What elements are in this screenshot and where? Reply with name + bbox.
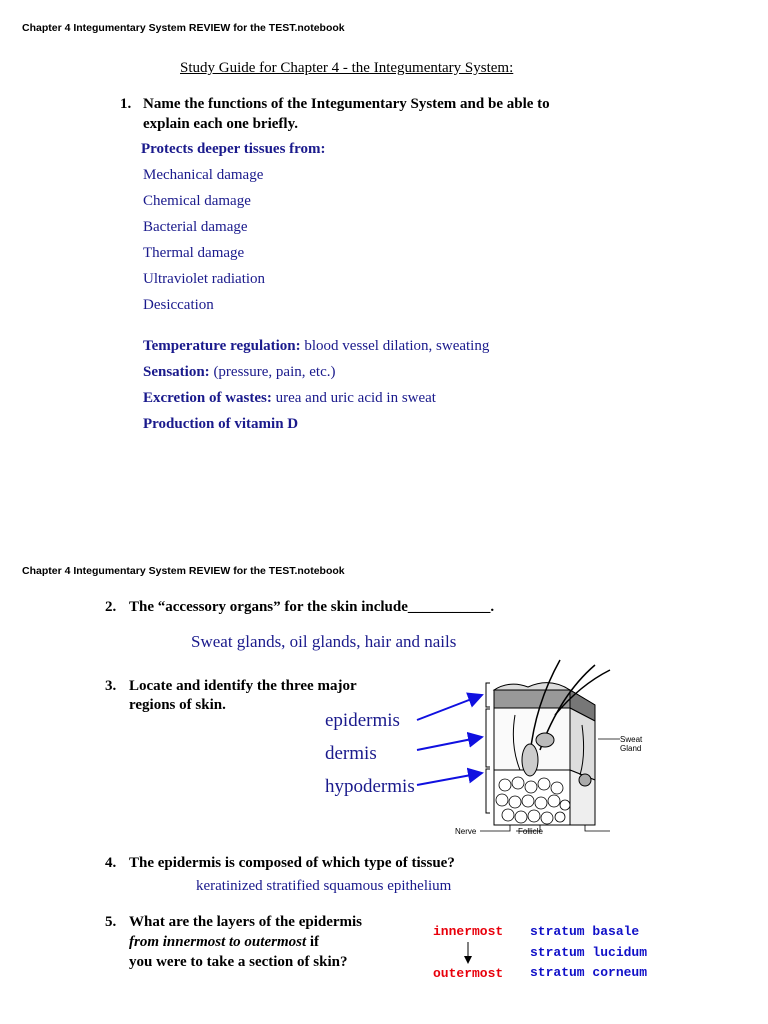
sweat-label: Sweat: [620, 735, 643, 744]
page-title: Study Guide for Chapter 4 - the Integumentary System:: [180, 60, 514, 76]
protect-item: Mechanical damage: [143, 167, 264, 183]
q1-line1: Name the functions of the Integumentary System and be able to: [143, 96, 550, 112]
region-brackets: [486, 683, 490, 813]
layer-lucidum: stratum lucidum: [530, 945, 648, 960]
q5-number: 5.: [105, 914, 117, 930]
nerve-label: Nerve: [455, 827, 477, 836]
q2-number: 2.: [105, 599, 117, 615]
innermost-label: innermost: [433, 924, 504, 939]
hypodermis-arrow: [417, 773, 482, 785]
excretion-label: Excretion of wastes:: [143, 390, 272, 406]
layer-corneum: stratum corneum: [530, 965, 648, 980]
label-hypodermis: hypodermis: [325, 776, 415, 797]
page-header: Chapter 4 Integumentary System REVIEW for the TEST.notebook: [22, 22, 345, 34]
q5-line1: What are the layers of the epidermis: [129, 914, 363, 930]
gland-label: Gland: [620, 744, 642, 753]
excretion-text: urea and uric acid in sweat: [271, 390, 436, 406]
q1-number: 1.: [120, 96, 132, 112]
protect-item: Desiccation: [143, 297, 214, 313]
skin-diagram: [410, 655, 660, 845]
q1-line2: explain each one briefly.: [143, 116, 298, 132]
temp-text: blood vessel dilation, sweating: [300, 338, 490, 354]
follicle-label: Follicle: [518, 827, 543, 836]
outermost-label: outermost: [433, 966, 504, 981]
q4-answer: keratinized stratified squamous epithelium: [196, 878, 452, 894]
protects-label: Protects deeper tissues from:: [141, 141, 326, 157]
epidermis-arrow: [417, 695, 482, 720]
fat-cells: [496, 777, 570, 824]
q2-text: The “accessory organs” for the skin include___________.: [129, 599, 495, 615]
q4-text: The epidermis is composed of which type of tissue?: [129, 855, 455, 871]
protect-item: Chemical damage: [143, 193, 251, 209]
q3-line1: Locate and identify the three major: [129, 678, 357, 694]
q3-number: 3.: [105, 678, 117, 694]
sensation-line: [143, 364, 335, 381]
page-header: Chapter 4 Integumentary System REVIEW for the TEST.notebook: [22, 565, 345, 577]
sensation-label: Sensation:: [143, 364, 210, 380]
label-dermis: dermis: [325, 743, 377, 764]
q2-answer: Sweat glands, oil glands, hair and nails: [191, 632, 457, 651]
q5-line2: [129, 934, 319, 951]
protect-item: Ultraviolet radiation: [143, 271, 266, 287]
q5-line3: you were to take a section of skin?: [129, 954, 348, 970]
q5-emphasis: from innermost to outermost: [129, 934, 307, 950]
q3-line2: regions of skin.: [129, 697, 226, 713]
sensation-text: (pressure, pain, etc.): [209, 364, 336, 380]
temp-regulation-line: [143, 338, 489, 355]
q5-if: if: [306, 934, 320, 950]
temp-label: Temperature regulation:: [143, 338, 301, 354]
down-arrow-icon: [462, 941, 474, 965]
protect-item: Bacterial damage: [143, 219, 248, 235]
vitamin-d-label: Production of vitamin D: [143, 416, 299, 432]
excretion-line: [143, 390, 436, 407]
label-epidermis: epidermis: [325, 710, 400, 731]
q4-number: 4.: [105, 855, 117, 871]
dermis-arrow: [417, 737, 482, 750]
layer-basale: stratum basale: [530, 924, 640, 939]
protect-item: Thermal damage: [143, 245, 245, 261]
